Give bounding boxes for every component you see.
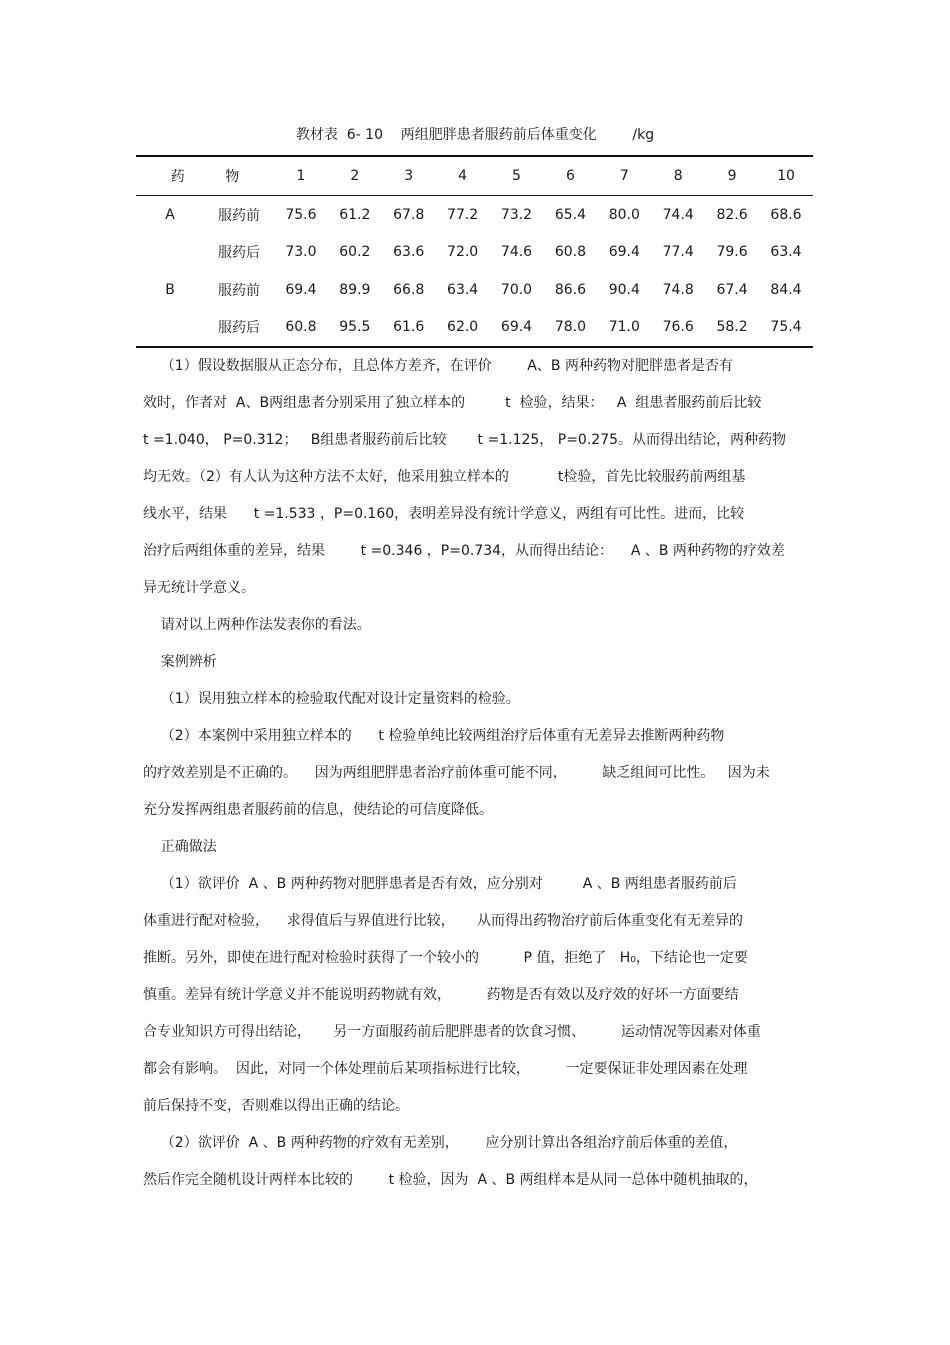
text-line: （1）假设数据服从正态分布，且总体方差齐，在评价 A、B 两种药物对肥胖患者是否有 (143, 358, 733, 374)
table-cell: 60.8 (285, 319, 317, 336)
table-cell: 62.0 (447, 319, 479, 336)
table-cell: 77.2 (447, 206, 479, 223)
table-caption: 教材表 6- 10 两组肥胖患者服药前后体重变化 /kg (295, 127, 655, 143)
cell-drug: B (165, 281, 175, 298)
text-line: （2）欲评价 A 、B 两种药物的疗效有无差别， 应分别计算出各组治疗前后体重的差值， (143, 1135, 738, 1151)
table-cell: 76.6 (662, 319, 694, 336)
header-col-3: 3 (404, 168, 414, 184)
header-col-6: 6 (565, 168, 575, 184)
header-drug: 药 物 (170, 169, 258, 185)
text-line: 治疗后两组体重的差异，结果 t =0.346 ，P=0.734，从而得出结论： A 、B 两种药物的疗效差 (143, 543, 785, 559)
text-line: 效时，作者对 A、B两组患者分别采用了独立样本的 t 检验，结果： A 组患者服药前后比较 (143, 395, 762, 411)
text-line: 均无效。（2）有人认为这种方法不太好，他采用独立样本的 t检验，首先比较服药前两组基 (143, 469, 746, 485)
table-cell: 60.2 (339, 244, 371, 261)
table-cell: 95.5 (339, 319, 371, 336)
text-line: 前后保持不变，否则难以得出正确的结论。 (143, 1098, 409, 1114)
text-line: 合专业知识方可得出结论， 另一方面服药前后肥胖患者的饮食习惯、 运动情况等因素对体重 (143, 1024, 761, 1040)
section-heading: 正确做法 (143, 839, 217, 855)
text-line: （1）欲评价 A 、B 两种药物对肥胖患者是否有效，应分别对 A 、B 两组患者服药前后 (143, 876, 737, 892)
weight-table (136, 155, 813, 348)
cell-drug: A (165, 206, 175, 223)
cell-drug (136, 234, 204, 272)
header-col-4: 4 (458, 168, 468, 184)
table-cell: 63.4 (770, 244, 802, 261)
table-cell: 63.4 (447, 281, 479, 298)
header-col-2: 2 (350, 168, 360, 184)
table-row (136, 196, 813, 234)
table-cell: 60.8 (554, 244, 586, 261)
text-line: 然后作完全随机设计两样本比较的 t 检验，因为 A 、B 两组样本是从同一总体中随机抽取的， (143, 1172, 758, 1188)
header-col-7: 7 (619, 168, 629, 184)
table-cell: 75.4 (770, 319, 802, 336)
cell-condition: 服药前 (218, 207, 260, 224)
table-cell: 89.9 (339, 281, 371, 298)
table-cell: 69.4 (608, 244, 640, 261)
text-line: 请对以上两种作法发表你的看法。 (143, 617, 371, 633)
table-cell: 73.0 (285, 244, 317, 261)
table-header-row (136, 156, 813, 196)
table-cell: 74.8 (662, 281, 694, 298)
table-cell: 63.6 (393, 244, 425, 261)
table-row (136, 234, 813, 272)
table-cell: 65.4 (554, 206, 586, 223)
table-cell: 86.6 (554, 281, 586, 298)
table-cell: 61.6 (393, 319, 425, 336)
table-cell: 80.0 (608, 206, 640, 223)
section-heading: 案例辨析 (143, 654, 217, 670)
text-line: 都会有影响。 因此，对同一个体处理前后某项指标进行比较， 一定要保证非处理因素在处理 (143, 1061, 748, 1077)
text-line: 线水平，结果 t =1.533 ，P=0.160，表明差异没有统计学意义，两组有可比性。进而，比较 (143, 506, 745, 522)
table-cell: 75.6 (285, 206, 317, 223)
table-cell: 90.4 (608, 281, 640, 298)
header-col-5: 5 (512, 168, 521, 184)
table-cell: 84.4 (770, 281, 802, 298)
header-col-8: 8 (673, 168, 683, 184)
text-line: 的疗效差别是不正确的。 因为两组肥胖患者治疗前体重可能不同， 缺乏组间可比性。 因为未 (143, 765, 770, 781)
table-cell: 70.0 (500, 281, 533, 298)
table-row (136, 271, 813, 309)
table-cell: 69.4 (285, 281, 317, 298)
table-cell: 74.6 (500, 244, 533, 261)
header-col-9: 9 (727, 168, 737, 184)
cell-condition: 服药后 (218, 320, 260, 337)
table-cell: 78.0 (554, 319, 586, 336)
text-line: 充分发挥两组患者服药前的信息，使结论的可信度降低。 (143, 802, 493, 818)
body-text (143, 348, 803, 1199)
header-col-1: 1 (296, 168, 306, 184)
text-line: 体重进行配对检验， 求得值后与界值进行比较， 从而得出药物治疗前后体重变化有无差异的 (143, 913, 744, 929)
table-cell: 71.0 (608, 319, 640, 336)
table-cell: 72.0 (447, 244, 479, 261)
table-cell: 68.6 (770, 206, 802, 223)
table-cell: 73.2 (500, 206, 533, 223)
table-cell: 74.4 (662, 206, 694, 223)
text-line: t =1.040， P=0.312； B组患者服药前后比较 t =1.125， P=0.275。从而得出结论，两种药物 (143, 432, 787, 448)
table-cell: 79.6 (716, 244, 748, 261)
header-col-10: 10 (777, 168, 795, 184)
table-cell: 66.8 (393, 281, 425, 298)
table-cell: 67.4 (716, 281, 748, 298)
table-cell: 58.2 (716, 319, 748, 336)
table-row (136, 309, 813, 348)
text-line: 慎重。差异有统计学意义并不能说明药物就有效， 药物是否有效以及疗效的好坏一方面要结 (143, 987, 739, 1003)
table-cell: 67.8 (393, 206, 425, 223)
cell-condition: 服药后 (218, 245, 260, 262)
cell-drug (136, 309, 204, 348)
table-cell: 61.2 (339, 206, 371, 223)
table-cell: 69.4 (500, 319, 533, 336)
text-line: （1）误用独立样本的检验取代配对设计定量资料的检验。 (143, 691, 520, 707)
text-line: 异无统计学意义。 (143, 580, 255, 596)
table-cell: 77.4 (662, 244, 694, 261)
text-line: （2）本案例中采用独立样本的 t 检验单纯比较两组治疗后体重有无差异去推断两种药物 (143, 728, 725, 744)
text-line: 推断。另外，即使在进行配对检验时获得了一个较小的 P 值，拒绝了 H₀，下结论也一定要 (143, 950, 748, 966)
cell-condition: 服药前 (218, 282, 260, 299)
table-cell: 82.6 (716, 206, 748, 223)
